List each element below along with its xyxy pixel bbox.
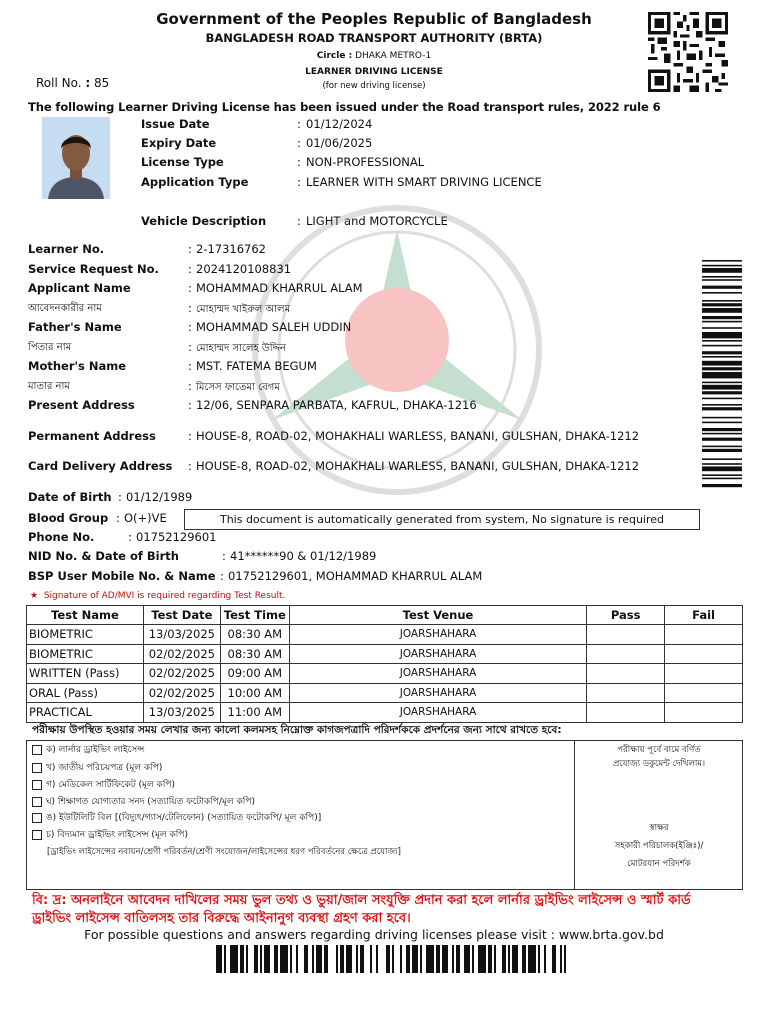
application-type-value: LEARNER WITH SMART DRIVING LICENCE: [306, 175, 542, 189]
document-title: Government of the Peoples Republic of Bangladesh: [156, 10, 592, 28]
test-venue-cell: JOARSHAHARA: [289, 664, 586, 684]
list-item: [32, 777, 175, 792]
col-pass: Pass: [587, 606, 665, 625]
barcode-bar: [230, 945, 238, 973]
signature-note-text: Signature of AD/MVI is required regarding Test Result.: [43, 591, 286, 601]
circle-line: [0, 51, 748, 61]
fail-cell: [665, 664, 743, 684]
barcode-bar: [442, 945, 448, 973]
test-venue-cell: JOARSHAHARA: [289, 644, 586, 664]
barcode-bar: [702, 438, 742, 441]
applicant-name-bn-value: মোহাম্মদ খাইরুল আলম: [196, 304, 291, 315]
barcode-bar: [376, 945, 378, 973]
exam-instructions: পরীক্ষায় উপস্থিত হওয়ার সময় লেখার জন্য কালো কলমসহ নিম্নোক্ত কাগজপত্রাদি পরিদর্শককে প্রদর্শনের জন্য সাথে রাখতে হবে:: [32, 724, 562, 736]
table-row: [27, 703, 743, 723]
document-item-label: চ) বিদ্যমান ড্রাইভিং লাইসেন্স (মূল কপি): [46, 830, 188, 840]
barcode-bar: [522, 945, 526, 973]
auto-generated-notice: This document is automatically generated from system, No signature is required: [184, 509, 700, 530]
service-request-label: Service Request No.: [28, 262, 159, 276]
barcode-bar: [552, 945, 556, 973]
barcode-bar: [544, 945, 546, 973]
barcode-bar: [702, 345, 742, 347]
circle-value: DHAKA METRO-1: [355, 51, 432, 61]
checkbox[interactable]: [32, 797, 42, 807]
license-title: LEARNER DRIVING LICENSE: [305, 67, 443, 77]
father-name-colon: :: [188, 320, 192, 334]
pass-cell: [587, 644, 665, 664]
barcode-bar: [412, 945, 418, 973]
permanent-address-value: HOUSE-8, ROAD-02, MOHAKHALI WARLESS, BANANI, GULSHAN, DHAKA-1212: [196, 429, 640, 443]
barcode-bar: [304, 945, 308, 973]
mother-name-bn-value: মিসেস ফাতেমা বেগম: [196, 382, 280, 393]
applicant-name-label: Applicant Name: [28, 281, 131, 295]
mother-name-value: MST. FATEMA BEGUM: [196, 359, 317, 373]
checkbox[interactable]: [32, 763, 42, 773]
mother-name-bn-label: মাতার নাম: [28, 381, 70, 392]
barcode-bar: [702, 446, 742, 448]
mother-name-colon: :: [188, 359, 192, 373]
barcode-bar: [264, 945, 270, 973]
list-item: [32, 760, 162, 775]
learner-no-colon: :: [188, 242, 192, 256]
pass-cell: [587, 703, 665, 723]
dob-label: Date of Birth: [28, 490, 112, 504]
barcode-bar: [702, 308, 742, 313]
barcode-bar: [472, 945, 474, 973]
barcode-bar: [312, 945, 314, 973]
father-name-bn-label: পিতার নাম: [28, 342, 72, 353]
col-test-date: Test Date: [143, 606, 220, 625]
barcode-bar: [260, 945, 262, 973]
warning-line-1: বি: দ্র: অনলাইনে আবেদন দাখিলের সময় ভুল তথ্য ও ভুয়া/জাল সংযুক্তি প্রদান করা হলে লার্নার ড্রাইভিং লাইসেন্স ও স্মার্ট কার্ড: [32, 893, 691, 908]
test-time-cell: 08:30 AM: [220, 625, 289, 645]
card-delivery-address-label: Card Delivery Address: [28, 459, 173, 473]
list-item: [32, 810, 321, 825]
barcode-bar: [392, 945, 394, 973]
nid-label: NID No. & Date of Birth: [28, 549, 179, 563]
test-venue-cell: JOARSHAHARA: [289, 703, 586, 723]
barcode-bar: [386, 945, 390, 973]
footer-text: For possible questions and answers regarding driving licenses please visit : www.brta.gov.bd: [84, 927, 664, 942]
vehicle-description-label: Vehicle Description: [141, 214, 267, 228]
fail-cell: [665, 683, 743, 703]
barcode-bar: [702, 398, 742, 400]
pass-cell: [587, 664, 665, 684]
test-time-cell: 08:30 AM: [220, 644, 289, 664]
barcode-bar: [246, 945, 248, 973]
document-item-label: ঙ) ইউটিলিটি বিল [(বিদ্যুৎ/গ্যাস/টেলিফোন) (সত্যায়িত ফটোকপি/ মূল কপি)]: [46, 813, 322, 823]
barcode-bar: [702, 463, 742, 465]
signature-note: [30, 591, 285, 601]
pass-cell: [587, 683, 665, 703]
test-name-cell: BIOMETRIC: [27, 625, 144, 645]
application-type-colon: :: [297, 175, 301, 189]
test-schedule-table: [26, 605, 743, 723]
barcode-bar: [702, 372, 742, 378]
barcode-bar: [702, 449, 742, 452]
applicant-name-bn-label: আবেদনকারীর নাম: [28, 303, 102, 314]
issued-statement: The following Learner Driving License has been issued under the Road transport rules, 2022 rule 6: [28, 100, 661, 114]
barcode-bar: [702, 391, 742, 394]
phone-value: 01752129601: [136, 530, 217, 544]
application-type-label: Application Type: [141, 175, 249, 189]
barcode-bar: [702, 265, 742, 267]
dob-value: 01/12/1989: [126, 490, 193, 504]
permanent-address-label: Permanent Address: [28, 429, 156, 443]
checkbox[interactable]: [32, 830, 42, 840]
barcode-bar: [702, 478, 742, 480]
table-row: [27, 683, 743, 703]
bsp-label: BSP User Mobile No. & Name: [28, 569, 216, 583]
test-venue-cell: JOARSHAHARA: [289, 683, 586, 703]
barcode-bar: [360, 945, 364, 973]
barcode-bar: [702, 361, 742, 366]
verification-line: পরীক্ষায় পূর্বে বামে বর্ণিত: [617, 745, 701, 755]
service-request-value: 2024120108831: [196, 262, 292, 276]
barcode-bar: [702, 382, 742, 384]
license-type-value: NON-PROFESSIONAL: [306, 155, 425, 169]
barcode-bar: [702, 466, 742, 471]
signature-title: সহকারী পরিচালক(ইঞ্জিঃ)/: [614, 841, 704, 851]
applicant-name-value: MOHAMMAD KHARRUL ALAM: [196, 281, 363, 295]
applicant-name-bn-colon: :: [188, 301, 192, 315]
present-address-label: Present Address: [28, 398, 135, 412]
nid-colon: :: [222, 549, 226, 563]
barcode-bar: [316, 945, 322, 973]
table-header-row: [27, 606, 743, 625]
fail-cell: [665, 625, 743, 645]
table-row: [27, 625, 743, 645]
barcode-bar: [494, 945, 496, 973]
barcode-bar: [702, 474, 742, 476]
barcode-bar: [464, 945, 470, 973]
barcode-bar: [702, 351, 742, 354]
barcode-bar: [452, 945, 454, 973]
blood-group-colon: :: [116, 511, 120, 525]
barcode-bar: [456, 945, 460, 973]
vertical-barcode: [702, 260, 742, 488]
present-address-colon: :: [188, 398, 192, 412]
issue-date-colon: :: [297, 117, 301, 131]
blood-group-label: Blood Group: [28, 511, 109, 525]
warning-line-2: ড্রাইভিং লাইসেন্স বাতিলসহ তার বিরুদ্ধে আইনানুগ ব্যবস্থা গ্রহণ করা হবে।: [32, 911, 411, 926]
barcode-bar: [564, 945, 566, 973]
authority-name: BANGLADESH ROAD TRANSPORT AUTHORITY (BRTA): [205, 31, 543, 45]
barcode-bar: [702, 279, 742, 281]
test-name-cell: BIOMETRIC: [27, 644, 144, 664]
barcode-bar: [702, 332, 742, 338]
applicant-photo: [42, 117, 110, 199]
barcode-bar: [538, 945, 540, 973]
barcode-bar: [702, 327, 742, 329]
barcode-bar: [702, 286, 742, 289]
barcode-bar: [426, 945, 434, 973]
barcode-bar: [702, 292, 742, 294]
col-fail: Fail: [665, 606, 743, 625]
barcode-bar: [224, 945, 226, 973]
circle-label: Circle :: [316, 51, 353, 61]
horizontal-barcode: [216, 945, 566, 973]
phone-label: Phone No.: [28, 530, 95, 544]
test-date-cell: 02/02/2025: [143, 664, 220, 684]
barcode-bar: [406, 945, 410, 973]
verification-note: [578, 743, 740, 771]
star-icon: ★: [30, 591, 39, 601]
roll-label: Roll No.: [36, 76, 82, 90]
checkbox[interactable]: [32, 813, 42, 823]
barcode-bar: [702, 458, 742, 460]
learner-no-label: Learner No.: [28, 242, 105, 256]
learner-no-value: 2-17316762: [196, 242, 266, 256]
issue-date-label: Issue Date: [141, 117, 210, 131]
document-item-label: ক) লার্নার ড্রাইভিং লাইসেন্স: [46, 745, 145, 755]
document-item-label: গ) মেডিকেল সার্টিফিকেট (মূল কপি): [46, 780, 176, 790]
document-item-label: ঘ) শিক্ষাগত যোগ্যতার সনদ (সত্যায়িত ফটোকপি/মূল কপি): [46, 797, 255, 807]
barcode-bar: [702, 260, 742, 262]
barcode-bar: [296, 945, 298, 973]
checkbox[interactable]: [32, 745, 42, 755]
father-name-label: Father's Name: [28, 320, 122, 334]
phone-colon: :: [128, 530, 132, 544]
license-type-colon: :: [297, 155, 301, 169]
col-test-venue: Test Venue: [289, 606, 586, 625]
signature-block: [578, 821, 740, 871]
test-date-cell: 13/03/2025: [143, 625, 220, 645]
fail-cell: [665, 644, 743, 664]
barcode-bar: [702, 316, 742, 319]
barcode-bar: [240, 945, 244, 973]
barcode-bar: [502, 945, 506, 973]
license-note: (for new driving license): [322, 81, 426, 91]
test-venue-cell: JOARSHAHARA: [289, 625, 586, 645]
permanent-address-colon: :: [188, 429, 192, 443]
barcode-bar: [512, 945, 518, 973]
list-item: [32, 742, 144, 757]
barcode-bar: [478, 945, 486, 973]
test-time-cell: 09:00 AM: [220, 664, 289, 684]
barcode-bar: [560, 945, 562, 973]
barcode-bar: [702, 356, 742, 358]
barcode-bar: [420, 945, 422, 973]
document-item-label: খ) জাতীয় পরিচয়পত্র (মূল কপি): [46, 763, 163, 773]
test-time-cell: 11:00 AM: [220, 703, 289, 723]
present-address-value: 12/06, SENPARA PARBATA, KAFRUL, DHAKA-1216: [196, 398, 477, 412]
test-name-cell: ORAL (Pass): [27, 683, 144, 703]
expiry-date-value: 01/06/2025: [306, 136, 373, 150]
list-item: [32, 827, 188, 842]
barcode-bar: [702, 417, 742, 419]
applicant-name-colon: :: [188, 281, 192, 295]
father-name-bn-value: মোহাম্মদ সালেহ উদ্দিন: [196, 343, 286, 354]
barcode-bar: [370, 945, 372, 973]
test-date-cell: 13/03/2025: [143, 703, 220, 723]
expiry-date-label: Expiry Date: [141, 136, 217, 150]
verification-line: প্রযোজ্য ডকুমেন্ট দেখিলাম।: [612, 759, 706, 769]
barcode-bar: [280, 945, 288, 973]
barcode-bar: [274, 945, 278, 973]
documents-note: [ড্রাইভিং লাইসেন্সের নবায়ন/শ্রেণী পরিবর্তন/শ্রেণী সংযোজন/লাইসেন্সের ধরণ পরিবর্তনের ক্ষেত্রে প্রযোজ্য]: [47, 847, 401, 857]
dob-colon: :: [118, 490, 122, 504]
barcode-bar: [702, 321, 742, 323]
barcode-bar: [702, 276, 742, 278]
service-request-colon: :: [188, 262, 192, 276]
barcode-bar: [436, 945, 440, 973]
barcode-bar: [702, 300, 742, 302]
license-type-label: License Type: [141, 155, 224, 169]
barcode-bar: [508, 945, 510, 973]
fail-cell: [665, 703, 743, 723]
barcode-bar: [702, 367, 742, 370]
barcode-bar: [702, 484, 742, 487]
nid-value: 41******90 & 01/12/1989: [230, 549, 377, 563]
barcode-bar: [702, 433, 742, 435]
issue-date-value: 01/12/2024: [306, 117, 373, 131]
mother-name-bn-colon: :: [188, 379, 192, 393]
father-name-bn-colon: :: [188, 340, 192, 354]
table-row: [27, 644, 743, 664]
barcode-bar: [702, 340, 742, 342]
vehicle-description-value: LIGHT and MOTORCYCLE: [306, 214, 448, 228]
barcode-bar: [340, 945, 344, 973]
barcode-bar: [400, 945, 402, 973]
blood-group-value: O(+)VE: [124, 511, 167, 525]
checklist-divider: [574, 740, 575, 890]
card-delivery-address-colon: :: [188, 459, 192, 473]
test-name-cell: PRACTICAL: [27, 703, 144, 723]
barcode-bar: [702, 428, 742, 431]
expiry-date-colon: :: [297, 136, 301, 150]
barcode-bar: [702, 385, 742, 390]
barcode-bar: [702, 404, 742, 406]
test-name-cell: WRITTEN (Pass): [27, 664, 144, 684]
checkbox[interactable]: [32, 780, 42, 790]
card-delivery-address-value: HOUSE-8, ROAD-02, MOHAKHALI WARLESS, BANANI, GULSHAN, DHAKA-1212: [196, 459, 640, 473]
test-date-cell: 02/02/2025: [143, 644, 220, 664]
roll-number: Roll No. : 85: [36, 76, 110, 90]
roll-value: 85: [94, 76, 110, 90]
barcode-bar: [702, 303, 742, 306]
barcode-bar: [290, 945, 292, 973]
col-test-name: Test Name: [27, 606, 144, 625]
signature-title: মোটরযান পরিদর্শক: [627, 859, 691, 869]
col-test-time: Test Time: [220, 606, 289, 625]
barcode-bar: [528, 945, 536, 973]
barcode-bar: [702, 268, 742, 273]
barcode-bar: [346, 945, 352, 973]
table-row: [27, 664, 743, 684]
bsp-colon: :: [220, 569, 224, 583]
barcode-bar: [356, 945, 358, 973]
father-name-value: MOHAMMAD SALEH UDDIN: [196, 320, 352, 334]
barcode-bar: [488, 945, 492, 973]
qr-code-icon: [648, 12, 728, 92]
test-date-cell: 02/02/2025: [143, 683, 220, 703]
signature-line: স্বাক্ষর: [649, 823, 669, 833]
barcode-bar: [702, 422, 742, 424]
test-time-cell: 10:00 AM: [220, 683, 289, 703]
barcode-bar: [324, 945, 328, 973]
pass-cell: [587, 625, 665, 645]
list-item: [32, 794, 255, 809]
bsp-value: 01752129601, MOHAMMAD KHARRUL ALAM: [228, 569, 483, 583]
barcode-bar: [216, 945, 222, 973]
mother-name-label: Mother's Name: [28, 359, 127, 373]
vehicle-description-colon: :: [297, 214, 301, 228]
barcode-bar: [254, 945, 258, 973]
barcode-bar: [702, 407, 742, 410]
barcode-bar: [336, 945, 338, 973]
